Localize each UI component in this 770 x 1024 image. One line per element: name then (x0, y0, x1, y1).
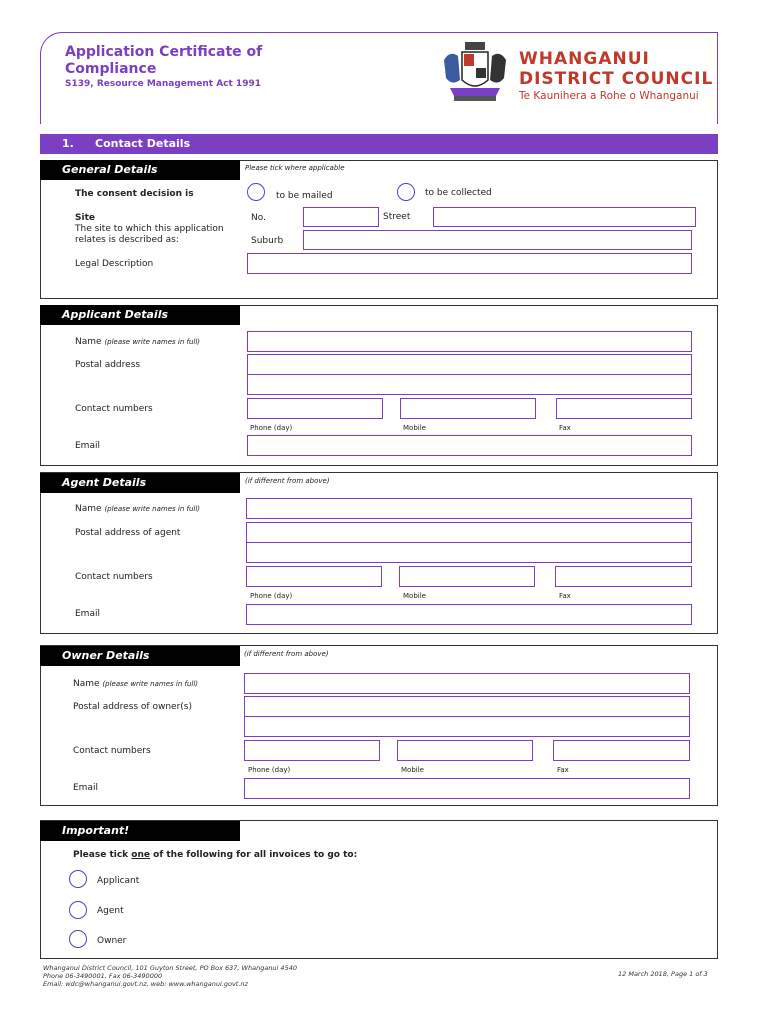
section-title: Contact Details (95, 137, 191, 150)
applicant-phone-label: Phone (day) (250, 424, 293, 432)
invoice-option-applicant: Applicant (97, 876, 140, 886)
legal-description-input[interactable] (247, 253, 692, 274)
section-header (40, 134, 718, 154)
invoice-option-agent: Agent (97, 906, 124, 916)
agent-postal-label: Postal address of agent (75, 528, 181, 538)
agent-email-input[interactable] (246, 604, 692, 625)
applicant-phone-input[interactable] (247, 398, 383, 419)
owner-name-label: Name (please write names in full) (73, 679, 199, 689)
consent-label: The consent decision is (75, 189, 194, 199)
footer-address: Whanganui District Council, 101 Guyton Street, PO Box 637, Whanganui 4540 Phone 06-3490001, Fax 06-3490000 Email: wdc@whanganui.govt.nz, web: www.whanganui.govt.nz (43, 964, 297, 988)
applicant-mobile-input[interactable] (400, 398, 536, 419)
form-title: Application Certificate of Compliance (65, 44, 263, 77)
owner-mobile-input[interactable] (397, 740, 533, 761)
owner-postal-input-1[interactable] (244, 696, 690, 717)
agent-phone-input[interactable] (246, 566, 382, 587)
important-heading: Important! (40, 821, 240, 841)
radio-invoice-owner[interactable] (69, 930, 87, 948)
owner-email-label: Email (73, 783, 98, 793)
legal-description-label: Legal Description (75, 259, 154, 269)
form-subtitle: S139, Resource Management Act 1991 (65, 79, 261, 89)
owner-fax-label: Fax (557, 766, 569, 774)
owner-phone-label: Phone (day) (248, 766, 291, 774)
owner-email-input[interactable] (244, 778, 690, 799)
agent-postal-input-2[interactable] (246, 542, 692, 563)
agent-phone-label: Phone (day) (250, 592, 293, 600)
agent-hint: (if different from above) (245, 477, 330, 485)
applicant-fax-input[interactable] (556, 398, 692, 419)
suburb-input[interactable] (303, 230, 692, 250)
option-collected-label: to be collected (425, 188, 492, 198)
council-maori-name: Te Kaunihera a Rohe o Whanganui (519, 90, 699, 102)
suburb-label: Suburb (251, 236, 284, 246)
owner-postal-label: Postal address of owner(s) (73, 702, 192, 712)
street-number-input[interactable] (303, 207, 379, 227)
owner-postal-input-2[interactable] (244, 716, 690, 737)
site-description: The site to which this application relates is described as: (75, 224, 224, 245)
general-details-heading: General Details (40, 160, 240, 180)
applicant-name-input[interactable] (247, 331, 692, 352)
applicant-postal-input-2[interactable] (247, 374, 692, 395)
radio-invoice-applicant[interactable] (69, 870, 87, 888)
agent-name-label: Name (please write names in full) (75, 504, 201, 514)
owner-details-heading: Owner Details (40, 646, 240, 666)
general-hint: Please tick where applicable (245, 164, 345, 172)
applicant-details-heading: Applicant Details (40, 305, 240, 325)
radio-invoice-agent[interactable] (69, 901, 87, 919)
applicant-email-input[interactable] (247, 435, 692, 456)
council-crest-icon (440, 40, 510, 106)
applicant-contact-label: Contact numbers (75, 404, 153, 414)
applicant-postal-input-1[interactable] (247, 354, 692, 375)
invoice-option-owner: Owner (97, 936, 127, 946)
applicant-postal-label: Postal address (75, 360, 141, 370)
applicant-mobile-label: Mobile (403, 424, 426, 432)
site-label: Site (75, 213, 95, 223)
owner-phone-input[interactable] (244, 740, 380, 761)
radio-collected[interactable] (397, 183, 415, 201)
section-number: 1. (62, 137, 74, 150)
agent-mobile-input[interactable] (399, 566, 535, 587)
agent-name-input[interactable] (246, 498, 692, 519)
applicant-fax-label: Fax (559, 424, 571, 432)
applicant-name-label: Name (please write names in full) (75, 337, 201, 347)
agent-postal-input-1[interactable] (246, 522, 692, 543)
agent-fax-input[interactable] (555, 566, 692, 587)
radio-mailed[interactable] (247, 183, 265, 201)
owner-hint: (if different from above) (244, 650, 329, 658)
option-mailed-label: to be mailed (276, 191, 333, 201)
no-label: No. (251, 213, 266, 223)
agent-details-heading: Agent Details (40, 473, 240, 493)
street-label: Street (383, 212, 411, 222)
agent-contact-label: Contact numbers (75, 572, 153, 582)
agent-mobile-label: Mobile (403, 592, 426, 600)
agent-fax-label: Fax (559, 592, 571, 600)
footer-page-info: 12 March 2018, Page 1 of 3 (618, 970, 708, 978)
street-input[interactable] (433, 207, 696, 227)
owner-mobile-label: Mobile (401, 766, 424, 774)
applicant-email-label: Email (75, 441, 100, 451)
owner-contact-label: Contact numbers (73, 746, 151, 756)
invoice-instruction: Please tick one of the following for all invoices to go to: (73, 850, 358, 860)
agent-email-label: Email (75, 609, 100, 619)
owner-fax-input[interactable] (553, 740, 690, 761)
council-name: WHANGANUI DISTRICT COUNCIL (519, 49, 714, 89)
owner-name-input[interactable] (244, 673, 690, 694)
